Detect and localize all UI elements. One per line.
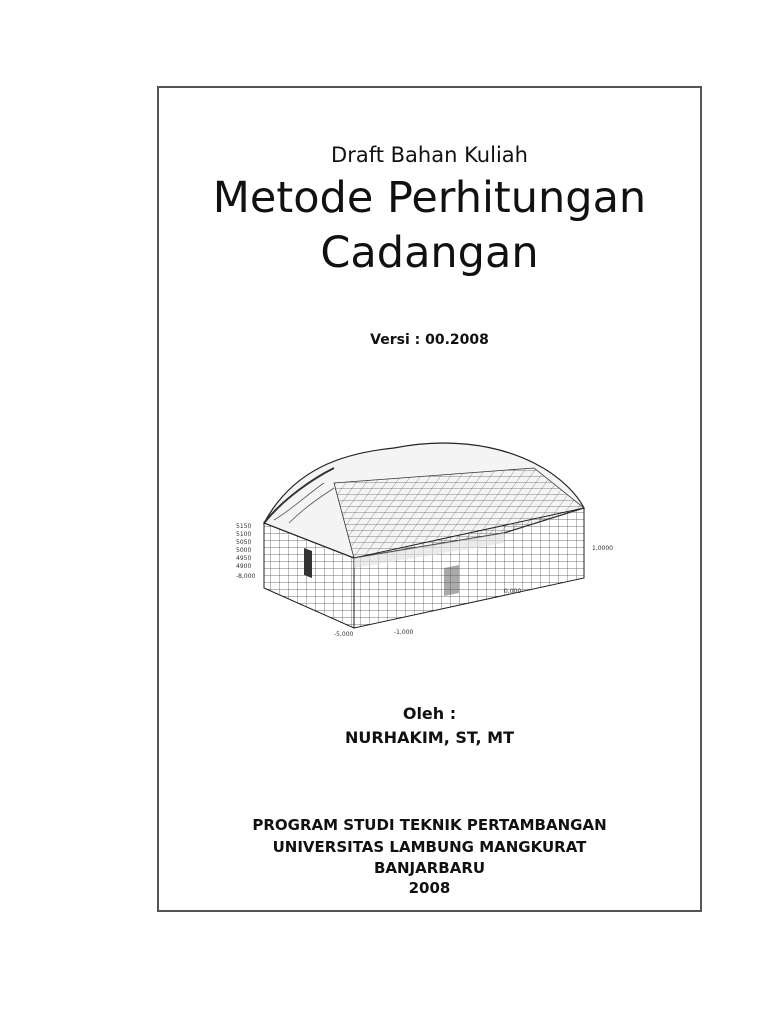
cover-title-line-1: Metode Perhitungan	[212, 173, 647, 223]
author-name: NURHAKIM, ST, MT	[344, 728, 515, 747]
cover-frame	[157, 86, 702, 912]
cover-title-line-2: Cadangan	[320, 228, 539, 278]
svg-text:-1,000: -1,000	[394, 629, 414, 636]
institution-program: PROGRAM STUDI TEKNIK PERTAMBANGAN	[252, 816, 607, 834]
version-label: Versi : 00.2008	[370, 332, 489, 348]
svg-text:1,0000: 1,0000	[592, 545, 613, 552]
cover-subtitle: Draft Bahan Kuliah	[331, 143, 528, 167]
svg-text:0,000: 0,000	[504, 588, 522, 595]
svg-text:5000: 5000	[236, 547, 252, 554]
author-prefix: Oleh :	[402, 704, 457, 723]
svg-text:5050: 5050	[236, 539, 252, 546]
svg-text:4950: 4950	[236, 555, 252, 562]
institution-city: BANJARBARU	[373, 859, 486, 877]
svg-text:5150: 5150	[236, 523, 252, 530]
svg-text:-5,000: -5,000	[334, 631, 354, 638]
institution-year: 2008	[408, 879, 451, 897]
svg-text:4900: 4900	[236, 563, 252, 570]
block-model-illustration	[234, 428, 614, 648]
svg-text:5100: 5100	[236, 531, 252, 538]
svg-text:-8,000: -8,000	[236, 573, 256, 580]
institution-university: UNIVERSITAS LAMBUNG MANGKURAT	[272, 838, 587, 856]
